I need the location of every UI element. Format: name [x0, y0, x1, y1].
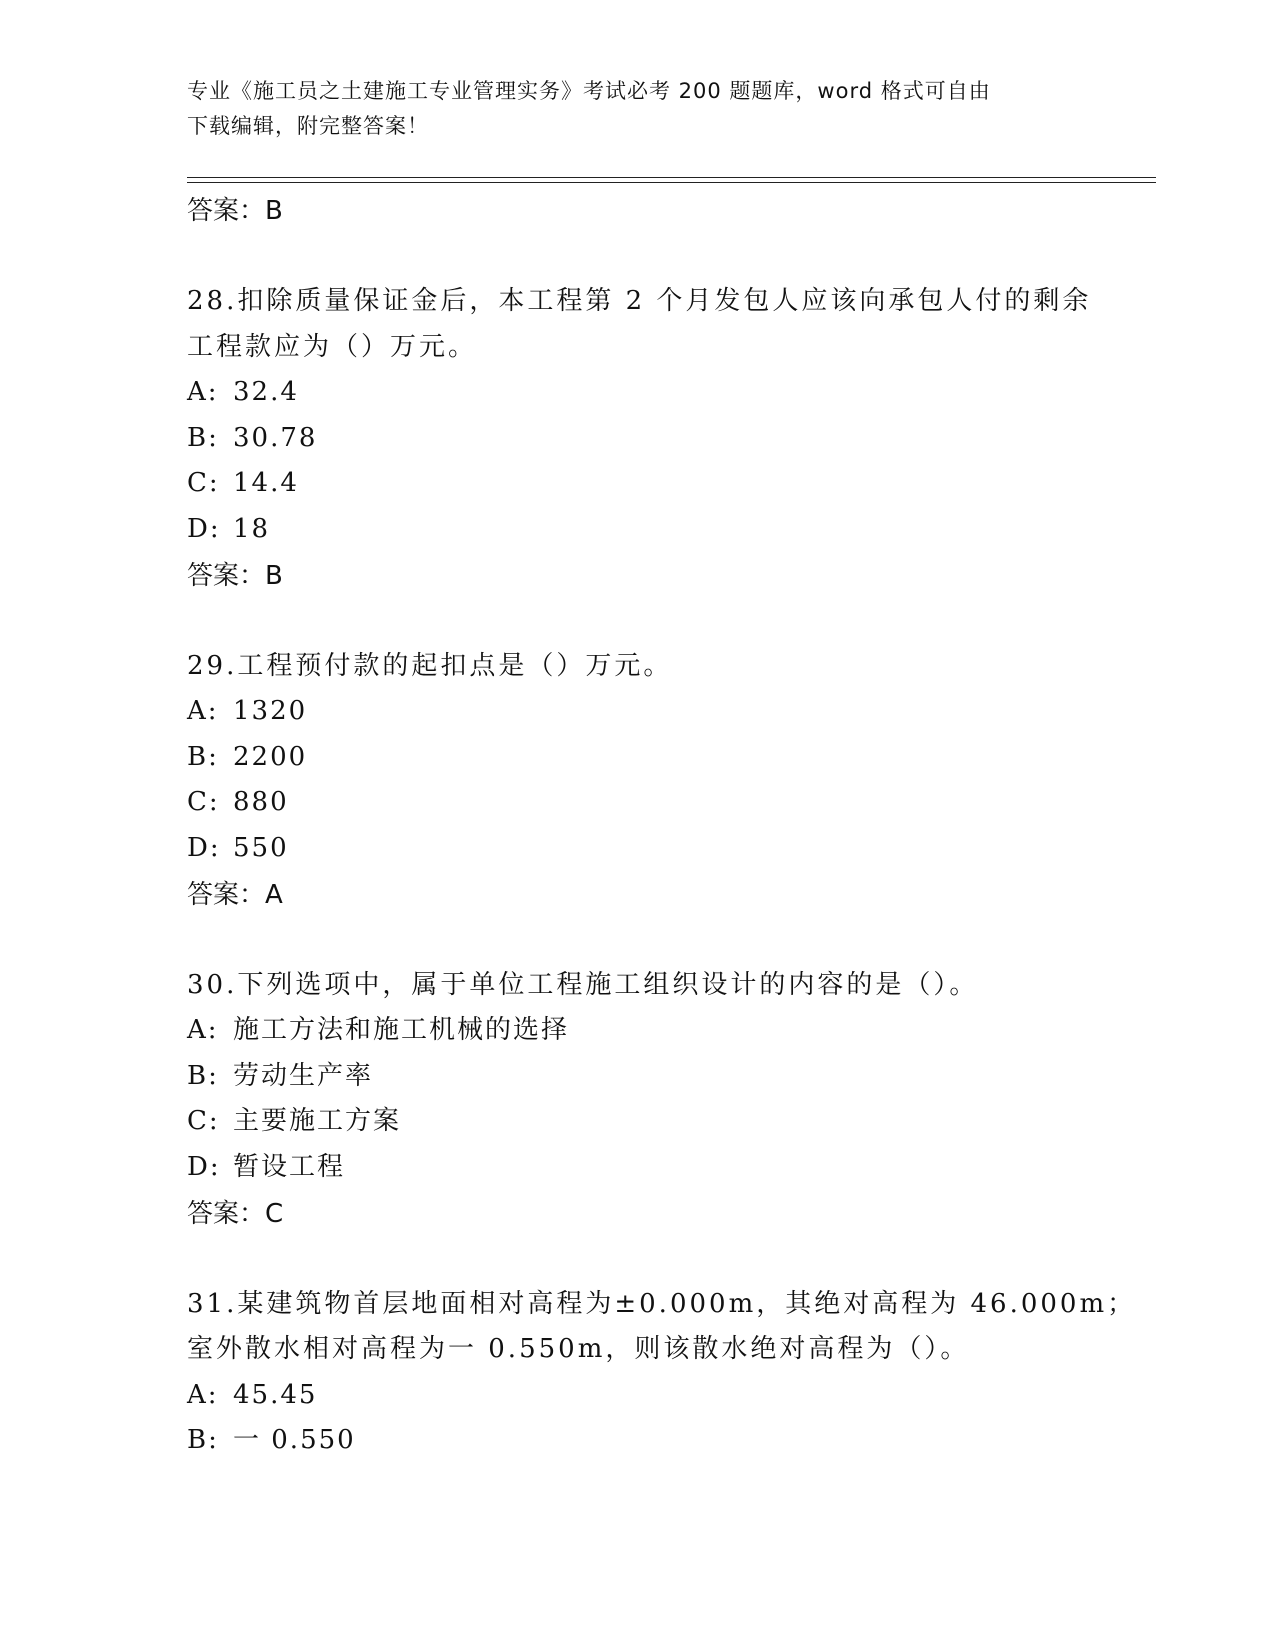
option-letter: D:: [187, 832, 221, 863]
question-text: 室外散水相对高程为一 0.550m，则该散水绝对高程为（）。: [187, 1334, 970, 1365]
option-row: [187, 416, 1127, 462]
option-letter: A:: [187, 377, 219, 408]
option-row: [187, 370, 1127, 416]
option-text: 1320: [233, 696, 308, 727]
option-row: [187, 735, 1127, 781]
option-text: 劳动生产率: [233, 1060, 374, 1091]
question-block: [187, 644, 1127, 918]
header-divider-top: [187, 177, 1156, 178]
option-text: 主要施工方案: [233, 1106, 402, 1137]
option-letter: B:: [187, 741, 219, 772]
option-letter: B:: [187, 422, 219, 453]
answer-line: 答案：C: [187, 1198, 284, 1229]
option-row: [187, 1145, 1127, 1191]
option-row: [187, 1099, 1127, 1145]
option-letter: B:: [187, 1060, 219, 1091]
option-letter: A:: [187, 696, 219, 727]
option-text: 14.4: [233, 468, 299, 499]
questions-container: [187, 279, 1137, 1464]
option-text: 2200: [233, 741, 308, 772]
option-text: 32.4: [233, 377, 299, 408]
answer-line: 答案：A: [187, 879, 283, 910]
header-line-1: 专业《施工员之土建施工专业管理实务》考试必考 200 题题库，word 格式可自由: [187, 79, 991, 103]
option-letter: D:: [187, 1151, 221, 1182]
header-line-2: 下载编辑，附完整答案！: [187, 114, 429, 138]
answer-line: 答案：B: [187, 196, 283, 226]
option-text: 880: [233, 787, 289, 818]
question-text: 工程款应为（）万元。: [187, 331, 478, 362]
option-letter: C:: [187, 1106, 220, 1137]
question-text: 28.扣除质量保证金后，本工程第 2 个月发包人应该向承包人付的剩余: [187, 286, 1092, 316]
option-row: [187, 1054, 1127, 1100]
option-text: 45.45: [233, 1379, 318, 1410]
document-header: [187, 74, 1067, 144]
option-text: 30.78: [233, 422, 318, 453]
question-block: [187, 279, 1127, 599]
option-row: [187, 507, 1127, 553]
question-block: [187, 963, 1127, 1237]
option-text: 施工方法和施工机械的选择: [233, 1015, 570, 1046]
option-row: [187, 461, 1127, 507]
option-letter: A:: [187, 1379, 219, 1410]
option-text: 550: [233, 832, 289, 863]
option-text: 暂设工程: [233, 1151, 346, 1182]
option-text: 一 0.550: [233, 1425, 356, 1456]
question-text: 31.某建筑物首层地面相对高程为±0.000m，其绝对高程为 46.000m；: [187, 1288, 1137, 1319]
question-text: 29.工程预付款的起扣点是（）万元。: [187, 650, 673, 681]
answer-line: 答案：B: [187, 560, 283, 591]
option-row: [187, 1008, 1127, 1054]
option-row: [187, 1418, 1127, 1464]
option-text: 18: [233, 513, 271, 544]
option-letter: A:: [187, 1015, 219, 1046]
option-row: [187, 689, 1127, 735]
question-list: [187, 188, 1137, 1464]
option-letter: C:: [187, 787, 220, 818]
option-row: [187, 780, 1127, 826]
header-divider-bottom: [187, 182, 1156, 183]
option-letter: D:: [187, 513, 221, 544]
option-letter: B:: [187, 1425, 219, 1456]
option-row: [187, 1373, 1127, 1419]
option-row: [187, 826, 1127, 872]
option-letter: C:: [187, 468, 220, 499]
question-block: [187, 1282, 1137, 1464]
question-text: 30.下列选项中，属于单位工程施工组织设计的内容的是（）。: [187, 969, 979, 1000]
